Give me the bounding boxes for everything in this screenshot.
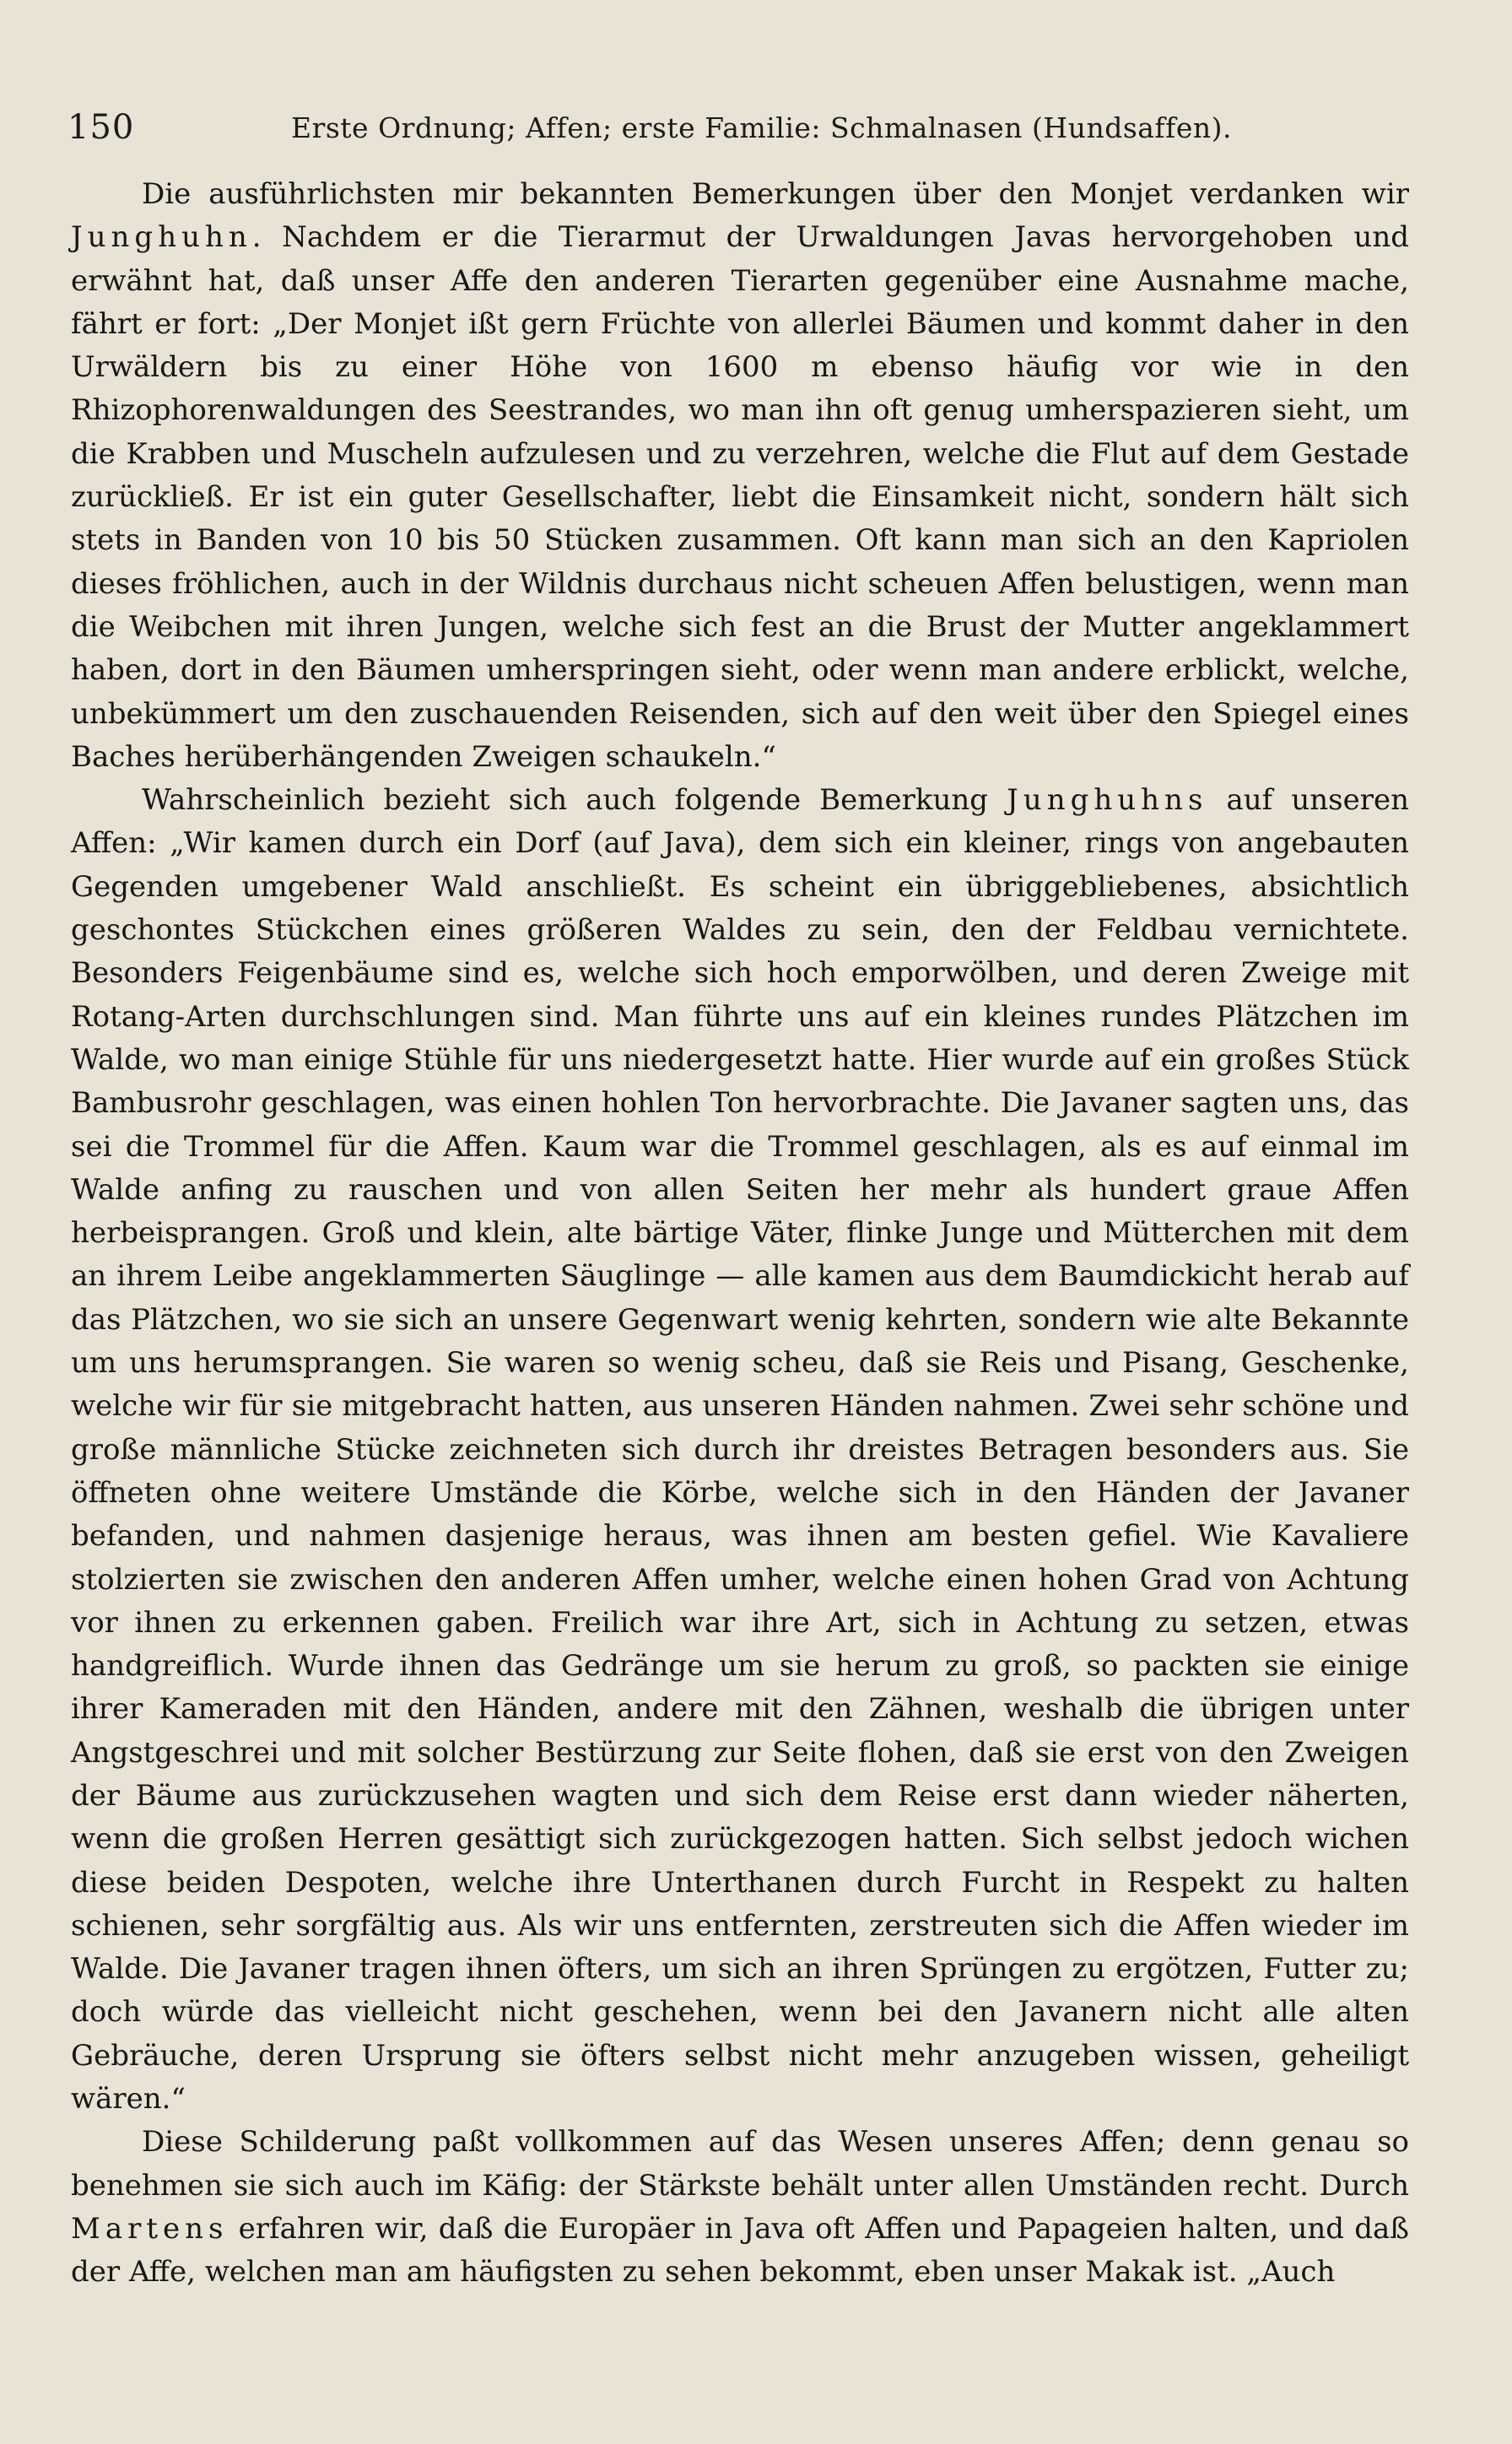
page-number: 150 — [68, 108, 135, 147]
text-segment: . Nachdem er die Tierarmut der Urwaldungen Javas hervorgehoben und erwähnt hat, daß unser Affe den anderen Tierarten gegenüber eine Ausnahme mache, fährt er fort: „Der Monjet ißt gern Früchte von allerlei Bäumen und kommt daher in den Urwäldern bis zu einer Höhe von 1600 m ebenso häufig vor wie in den Rhizophorenwaldungen des Seestrandes, wo man ihn oft genug umherspazieren sieht, um die Krabben und Muscheln aufzulesen und zu verzehren, welche die Flut auf dem Gestade zurückließ. Er ist ein guter Gesellschafter, liebt die Einsamkeit nicht, sondern hält sich stets in Banden von 10 bis 50 Stücken zusammen. Oft kann man sich an den Kapriolen dieses fröhlichen, auch in der Wildnis durchaus nicht scheuen Affen belustigen, wenn man die Weibchen mit ihren Jungen, welche sich fest an die Brust der Mutter angeklammert haben, dort in den Bäumen umherspringen sieht, oder wenn man andere erblickt, welche, unbekümmert um den zuschauenden Reisenden, sich auf den weit über den Spiegel eines Baches herüberhängenden Zweigen schaukeln.“ — [71, 220, 1409, 774]
text-segment: Diese Schilderung paßt vollkommen auf das Wesen unseres Affen; denn genau so benehmen sie sich auch im Käfig: der Stärkste behält unter allen Umständen recht. Durch — [71, 2125, 1409, 2203]
text-segment: auf unseren Affen: „Wir kamen durch ein Dorf (auf Java), dem sich ein kleiner, rings von angebauten Gegenden umgebener Wald anschließt. Es scheint ein übriggebliebenes, absichtlich geschontes Stückchen eines größeren Waldes zu sein, den der Feldbau vernichtete. Besonders Feigenbäume sind es, welche sich hoch emporwölben, und deren Zweige mit Rotang-Arten durchschlungen sind. Man führte uns auf ein kleines rundes Plätzchen im Walde, wo man einige Stühle für uns niedergesetzt hatte. Hier wurde auf ein großes Stück Bambusrohr geschlagen, was einen hohlen Ton hervorbrachte. Die Javaner sagten uns, das sei die Trommel für die Affen. Kaum war die Trommel geschlagen, als es auf einmal im Walde anfing zu rauschen und von allen Seiten her mehr als hundert graue Affen herbeisprangen. Groß und klein, alte bärtige Väter, flinke Junge und Mütterchen mit dem an ihrem Leibe angeklammerten Säuglinge — alle kamen aus dem Baumdickicht herab auf das Plätzchen, wo sie sich an unsere Gegenwart wenig kehrten, sondern wie alte Bekannte um uns herumsprangen. Sie waren so wenig scheu, daß sie Reis und Pisang, Geschenke, welche wir für sie mitgebracht hatten, aus unseren Händen nahmen. Zwei sehr schöne und große männliche Stücke zeichneten sich durch ihr dreistes Betragen besonders aus. Sie öffneten ohne weitere Umstände die Körbe, welche sich in den Händen der Javaner befanden, und nahmen dasjenige heraus, was ihnen am besten gefiel. Wie Kavaliere stolzierten sie zwischen den anderen Affen umher, welche einen hohen Grad von Achtung vor ihnen zu erkennen gaben. Freilich war ihre Art, sich in Achtung zu setzen, etwas handgreiflich. Wurde ihnen das Gedränge um sie herum zu groß, so packten sie einige ihrer Kameraden mit den Händen, andere mit den Zähnen, weshalb die übrigen unter Angstgeschrei und mit solcher Bestürzung zur Seite flohen, daß sie erst von den Zweigen der Bäume aus zurückzusehen wagten und sich dem Reise erst dann wieder näherten, wenn die großen Herren gesättigt sich zurückgezogen hatten. Sich selbst jedoch wichen diese beiden Despoten, welche ihre Unterthanen durch Furcht in Respekt zu halten schienen, sehr sorgfältig aus. Als wir uns entfernten, zerstreuten sich die Affen wieder im Walde. Die Javaner tragen ihnen öfters, um sich an ihren Sprüngen zu ergötzen, Futter zu; doch würde das vielleicht nicht geschehen, wenn bei den Javanern nicht alle alten Gebräuche, deren Ursprung sie öfters selbst nicht mehr anzugeben wissen, geheiligt wären.“ — [71, 783, 1409, 2117]
text-segment: Wahrscheinlich bezieht sich auch folgende Bemerkung — [142, 783, 1007, 818]
author-name-spaced: Martens — [71, 2211, 229, 2246]
paragraph-1 — [71, 173, 1409, 779]
page-header — [68, 108, 1418, 159]
running-head: Erste Ordnung; Affen; erste Familie: Schmalnasen (Hundsaffen). — [291, 111, 1233, 144]
text-segment: erfahren wir, daß die Europäer in Java oft Affen und Papageien halten, und daß der Affe, welchen man am häufigsten zu sehen bekommt, eben unser Makak ist. „Auch — [71, 2211, 1409, 2290]
text-segment: Die ausführlichsten mir bekannten Bemerkungen über den Monjet verdanken wir — [142, 177, 1409, 211]
paragraph-3 — [71, 2121, 1409, 2294]
author-name-spaced: Junghuhns — [1007, 783, 1208, 818]
paragraph-2 — [71, 779, 1409, 2121]
body-text — [71, 173, 1409, 2295]
author-name-spaced: Junghuhn — [71, 220, 252, 255]
